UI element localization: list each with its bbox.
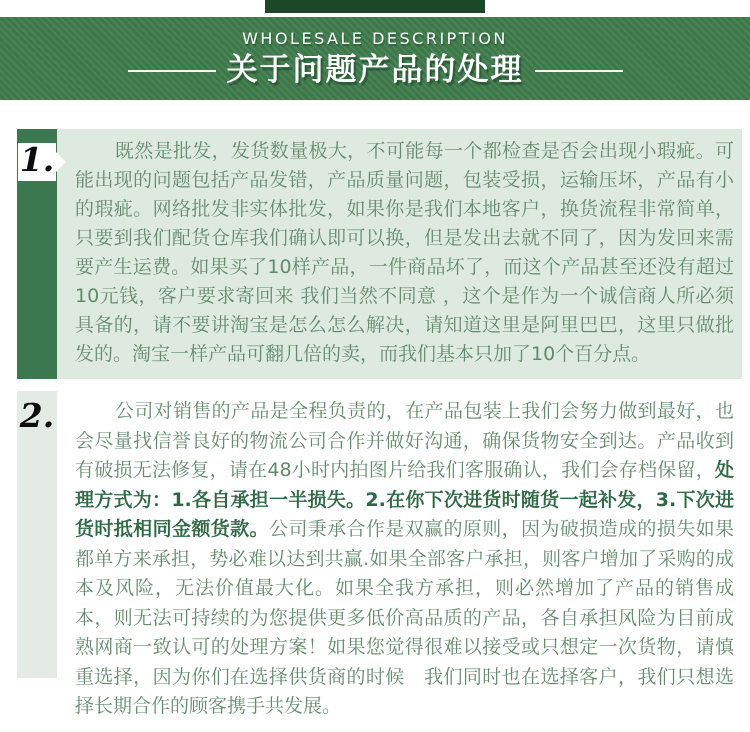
section2-number-wrap bbox=[17, 391, 57, 435]
section2-text-post: 公司秉承合作是双赢的原则，因为破损造成的损失如果都单方来承担，势必难以达到共赢.如果全部客户承担，则客户增加了采购的成本及风险，无法价值最大化。如果全我方承担，则必然增加了产品的销售成本，则无法可持续的为您提供更多低价高品质的产品，各自承担风险为目前成熟网商一致认可的处理方案！如果您觉得很难以接受或只想定一次货物，请慎重选择，因为你们在选择供货商的时候 我们同时也在选择客户，我们只想选择长期合作的顾客携手共发展。 bbox=[75, 518, 734, 717]
section1-number: 1. bbox=[19, 140, 55, 179]
section1-paragraph: 既然是批发，发货数量极大，不可能每一个都检查是否会出现小瑕疵。可能出现的问题包括产品发错，产品质量问题，包装受损，运输压坏，产品有小的瑕疵。网络批发非实体批发，如果你是我们本地客户，换货流程非常简单，只要到我们配货仓库我们确认即可以换，但是发出去就不同了，因为发回来需要产生运费。如果买了10样产品，一件商品坏了，而这个产品甚至还没有超过10元钱，客户要求寄回来 我们当然不同意 ，这个是作为一个诚信商人所必须具备的，请不要讲淘宝是怎么怎么解决，请知道这里是阿里巴巴，这里只做批发的。淘宝一样产品可翻几倍的卖，而我们基本只加了10个百分点。 bbox=[75, 140, 734, 365]
page-title: 关于问题产品的处理 bbox=[226, 52, 524, 88]
section2-text-bold: 处理方式为：1.各自承担一半损失。2.在你下次进货时随货一起补发，3.下次进货时抵相同金额货款。 bbox=[75, 459, 734, 540]
section2-paragraph bbox=[57, 391, 742, 732]
title-left-line bbox=[128, 70, 216, 72]
banner-title-row bbox=[0, 53, 750, 89]
section1-side-bar bbox=[17, 129, 57, 379]
section2-side-bar bbox=[17, 391, 57, 678]
header-banner bbox=[0, 17, 750, 100]
top-accent-bar bbox=[265, 0, 485, 13]
section-2 bbox=[17, 391, 742, 732]
section2-number: 2. bbox=[19, 396, 55, 435]
section2-text-pre: 公司对销售的产品是全程负责的，在产品包装上我们会努力做到最好，也会尽量找信誉良好的物流公司合作并做好沟通，确保货物安全到达。产品收到有破损无法修复，请在48小时内拍图片给我们客服确认，我们会存档保留， bbox=[75, 400, 734, 481]
banner-subtitle: WHOLESALE DESCRIPTION bbox=[242, 29, 508, 48]
section-1 bbox=[17, 129, 742, 379]
section1-number-badge bbox=[18, 140, 56, 181]
title-right-line bbox=[535, 70, 623, 72]
